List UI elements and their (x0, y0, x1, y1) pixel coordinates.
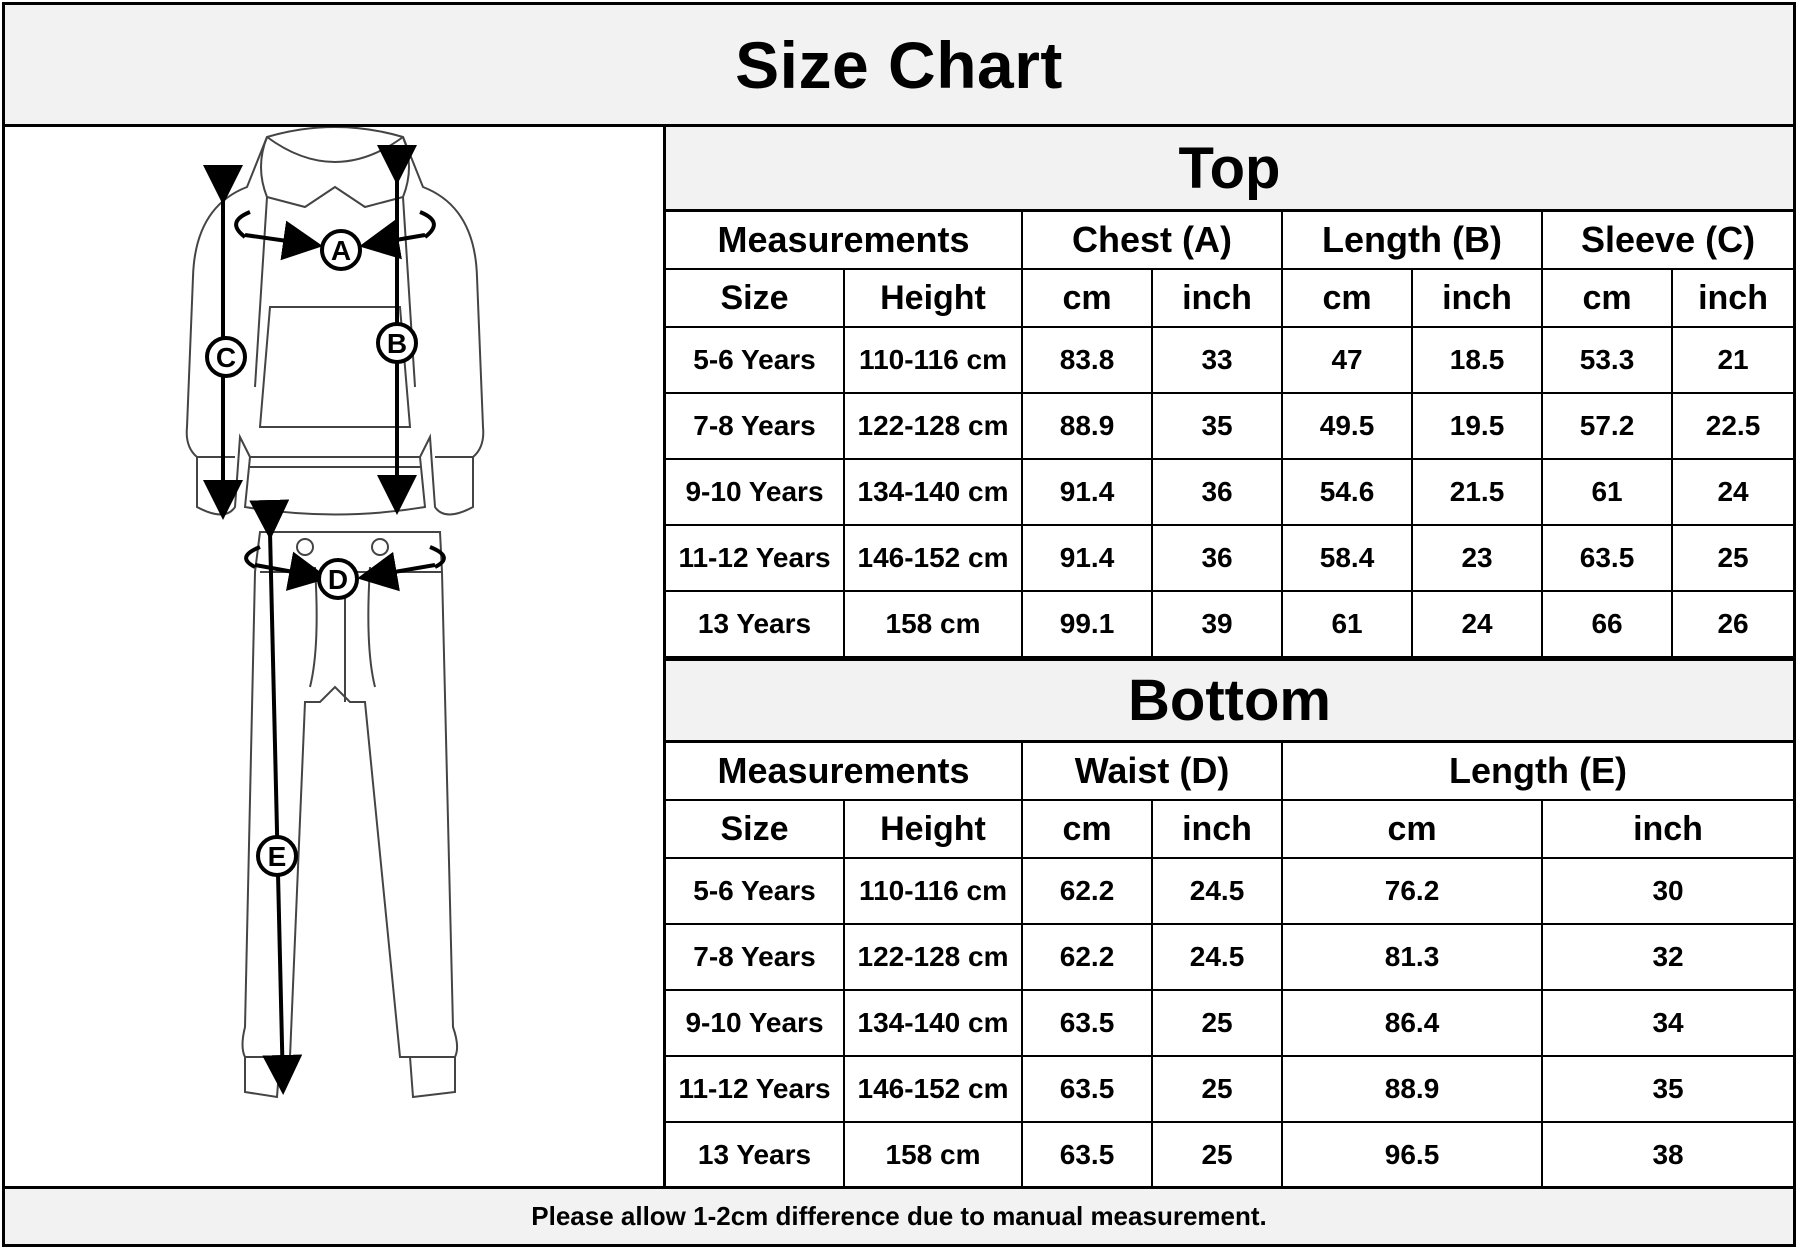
top-unit-header: inch (1412, 269, 1542, 327)
top-size-header: Size (666, 269, 844, 327)
top-unit-header: cm (1282, 269, 1412, 327)
marker-e-label: E (267, 841, 287, 872)
bottom-table-cell: 25 (1152, 1122, 1282, 1188)
bottom-table-body (666, 858, 1793, 1188)
bottom-unit-header: cm (1282, 800, 1542, 858)
bottom-table-cell: 34 (1542, 990, 1793, 1056)
bottom-table-cell: 38 (1542, 1122, 1793, 1188)
top-table-cell: 91.4 (1022, 525, 1152, 591)
size-tables (666, 127, 1793, 1193)
bottom-size-header: Size (666, 800, 844, 858)
bottom-table-cell: 13 Years (666, 1122, 844, 1188)
top-height-header: Height (844, 269, 1022, 327)
top-length-header: Length (B) (1282, 212, 1542, 269)
page-title: Size Chart (735, 27, 1063, 102)
top-table-cell: 5-6 Years (666, 327, 844, 393)
marker-d-icon (319, 560, 357, 598)
top-unit-header: inch (1152, 269, 1282, 327)
tracksuit-diagram (5, 127, 663, 1193)
bottom-unit-header: cm (1022, 800, 1152, 858)
marker-a-icon (322, 231, 360, 269)
size-chart-card (2, 2, 1796, 1247)
top-table-cell: 23 (1412, 525, 1542, 591)
bottom-table-cell: 24.5 (1152, 858, 1282, 924)
top-table-cell: 24 (1672, 459, 1793, 525)
top-title: Top (1178, 135, 1281, 201)
bottom-table-cell: 88.9 (1282, 1056, 1542, 1122)
bottom-table-cell: 110-116 cm (844, 858, 1022, 924)
bottom-table-cell: 35 (1542, 1056, 1793, 1122)
bottom-section-title (666, 658, 1793, 743)
top-unit-header: inch (1672, 269, 1793, 327)
top-size-table (666, 212, 1793, 658)
top-table-row (666, 327, 1793, 393)
top-unit-header: cm (1542, 269, 1672, 327)
bottom-table-cell: 63.5 (1022, 990, 1152, 1056)
footer-note: Please allow 1-2cm difference due to manual measurement. (5, 1186, 1793, 1244)
bottom-table-cell: 86.4 (1282, 990, 1542, 1056)
bottom-length-header: Length (E) (1282, 743, 1793, 800)
top-chest-header: Chest (A) (1022, 212, 1282, 269)
top-measurements-header: Measurements (666, 212, 1022, 269)
bottom-table-cell: 146-152 cm (844, 1056, 1022, 1122)
top-table-cell: 39 (1152, 591, 1282, 657)
bottom-group-header-row (666, 743, 1793, 800)
marker-e-icon (258, 837, 296, 875)
top-table-body (666, 327, 1793, 657)
bottom-unit-header-row (666, 800, 1793, 858)
top-table-cell: 22.5 (1672, 393, 1793, 459)
top-table-cell: 9-10 Years (666, 459, 844, 525)
top-table-cell: 47 (1282, 327, 1412, 393)
marker-a-label: A (330, 235, 352, 266)
top-table-cell: 61 (1542, 459, 1672, 525)
bottom-table-row (666, 990, 1793, 1056)
bottom-table-cell: 62.2 (1022, 924, 1152, 990)
top-table-cell: 57.2 (1542, 393, 1672, 459)
top-table-row (666, 459, 1793, 525)
top-table-cell: 21.5 (1412, 459, 1542, 525)
top-table-cell: 99.1 (1022, 591, 1152, 657)
top-table-cell: 134-140 cm (844, 459, 1022, 525)
bottom-table-row (666, 1122, 1793, 1188)
bottom-table-cell: 63.5 (1022, 1056, 1152, 1122)
bottom-table-row (666, 858, 1793, 924)
bottom-table-cell: 24.5 (1152, 924, 1282, 990)
marker-d-label: D (327, 564, 349, 595)
top-table-cell: 91.4 (1022, 459, 1152, 525)
bottom-unit-header: inch (1152, 800, 1282, 858)
top-table-cell: 122-128 cm (844, 393, 1022, 459)
top-table-cell: 35 (1152, 393, 1282, 459)
bottom-title: Bottom (1128, 668, 1331, 733)
top-section-title (666, 127, 1793, 212)
top-table-cell: 18.5 (1412, 327, 1542, 393)
top-table-cell: 58.4 (1282, 525, 1412, 591)
bottom-table-row (666, 1056, 1793, 1122)
bottom-unit-header: inch (1542, 800, 1793, 858)
title-bar (5, 5, 1793, 127)
top-table-cell: 63.5 (1542, 525, 1672, 591)
top-table-cell: 25 (1672, 525, 1793, 591)
top-table-cell: 83.8 (1022, 327, 1152, 393)
top-table-row (666, 393, 1793, 459)
marker-b-icon (378, 324, 416, 362)
bottom-table-cell: 9-10 Years (666, 990, 844, 1056)
top-table-cell: 26 (1672, 591, 1793, 657)
top-table-cell: 146-152 cm (844, 525, 1022, 591)
bottom-table-cell: 62.2 (1022, 858, 1152, 924)
bottom-table-cell: 5-6 Years (666, 858, 844, 924)
top-unit-header: cm (1022, 269, 1152, 327)
bottom-height-header: Height (844, 800, 1022, 858)
top-unit-header-row (666, 269, 1793, 327)
top-sleeve-header: Sleeve (C) (1542, 212, 1793, 269)
top-table-cell: 21 (1672, 327, 1793, 393)
bottom-table-cell: 30 (1542, 858, 1793, 924)
bottom-table-cell: 158 cm (844, 1122, 1022, 1188)
bottom-table-row (666, 924, 1793, 990)
top-table-cell: 53.3 (1542, 327, 1672, 393)
top-table-cell: 110-116 cm (844, 327, 1022, 393)
bottom-table-cell: 63.5 (1022, 1122, 1152, 1188)
bottom-table-cell: 11-12 Years (666, 1056, 844, 1122)
marker-b-label: B (386, 328, 408, 359)
bottom-table-cell: 32 (1542, 924, 1793, 990)
top-group-header-row (666, 212, 1793, 269)
bottom-table-cell: 25 (1152, 990, 1282, 1056)
bottom-waist-header: Waist (D) (1022, 743, 1282, 800)
top-table-cell: 7-8 Years (666, 393, 844, 459)
top-table-row (666, 525, 1793, 591)
bottom-measurements-header: Measurements (666, 743, 1022, 800)
marker-c-icon (207, 338, 245, 376)
bottom-table-cell: 76.2 (1282, 858, 1542, 924)
bottom-table-cell: 96.5 (1282, 1122, 1542, 1188)
top-table-cell: 11-12 Years (666, 525, 844, 591)
bottom-table-cell: 81.3 (1282, 924, 1542, 990)
bottom-table-cell: 7-8 Years (666, 924, 844, 990)
top-table-cell: 33 (1152, 327, 1282, 393)
top-table-cell: 36 (1152, 459, 1282, 525)
bottom-table-cell: 122-128 cm (844, 924, 1022, 990)
top-table-cell: 49.5 (1282, 393, 1412, 459)
bottom-table-cell: 134-140 cm (844, 990, 1022, 1056)
top-table-cell: 61 (1282, 591, 1412, 657)
bottom-table-cell: 25 (1152, 1056, 1282, 1122)
top-table-cell: 88.9 (1022, 393, 1152, 459)
top-table-cell: 24 (1412, 591, 1542, 657)
garment-illustration (5, 127, 666, 1193)
top-table-row (666, 591, 1793, 657)
top-table-cell: 19.5 (1412, 393, 1542, 459)
top-table-cell: 54.6 (1282, 459, 1412, 525)
top-table-cell: 13 Years (666, 591, 844, 657)
marker-c-label: C (215, 342, 237, 373)
top-table-cell: 158 cm (844, 591, 1022, 657)
bottom-size-table (666, 743, 1793, 1189)
top-table-cell: 66 (1542, 591, 1672, 657)
hoodie-outline-icon (187, 127, 484, 515)
top-table-cell: 36 (1152, 525, 1282, 591)
